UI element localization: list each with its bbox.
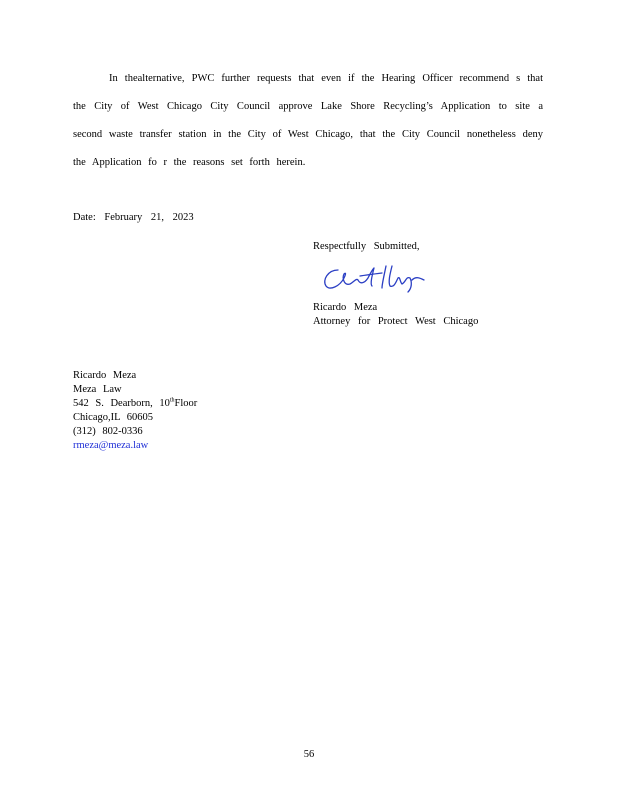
contact-address [73, 397, 197, 411]
page-number: 56 [303, 749, 315, 760]
closing-text: Respectfully Submitted, [313, 241, 420, 252]
signer-block [313, 301, 478, 329]
contact-city: Chicago,IL 60605 [73, 412, 154, 423]
handwritten-signature [320, 262, 430, 294]
date-line: Date: February 21, 2023 [73, 212, 194, 223]
address-floor: Floor [174, 398, 198, 409]
contact-phone: (312) 802-0336 [73, 426, 143, 437]
paragraph-line: the Application fo r the reasons set forth herein. [73, 157, 306, 168]
address-ordinal: th [169, 397, 175, 404]
contact-firm: Meza Law [73, 384, 122, 395]
paragraph-line: In thealternative, PWC further requests that even if the Hearing Officer recommend s that [109, 73, 543, 84]
signer-name: Ricardo Meza [313, 302, 378, 313]
email-link[interactable]: rmeza@meza.law [73, 440, 149, 451]
paragraph-line: second waste transfer station in the City of West Chicago, that the City Council nonetheless deny [73, 129, 543, 140]
closing-block [313, 240, 420, 254]
contact-block [73, 369, 197, 453]
signer-title: Attorney for Protect West Chicago [313, 316, 479, 327]
contact-name: Ricardo Meza [73, 370, 137, 381]
address-street: 542 S. Dearborn, 10 [73, 398, 170, 409]
paragraph-line: the City of West Chicago City Council approve Lake Shore Recycling’s Application to site a [73, 101, 543, 112]
